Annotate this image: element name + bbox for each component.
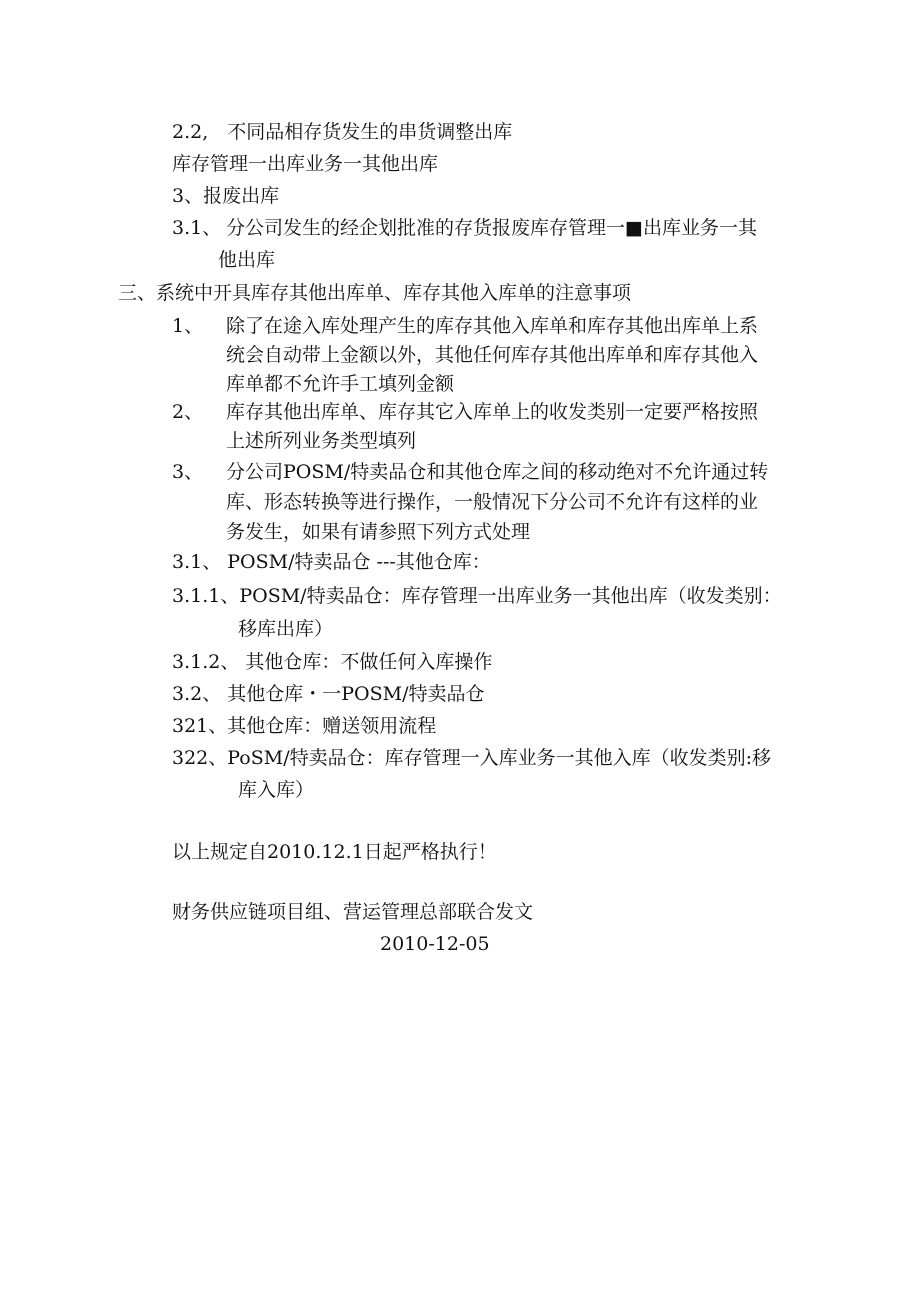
item-3-1-text-cont: 他出库	[218, 249, 276, 271]
note-2-line-2: 上述所列业务类型填列	[226, 430, 417, 452]
issue-date: 2010-12-05	[380, 933, 490, 955]
effective-notice: 以上规定自2010.12.1日起严格执行！	[172, 841, 497, 863]
item-3-heading: 3、报废出库	[172, 185, 280, 207]
issuer: 财务供应链项目组、营运管理总部联合发文	[172, 901, 534, 923]
note-1-line-3: 库单都不允许手工填列金额	[226, 373, 455, 395]
note-3-line-1: 分公司POSM/特卖品仓和其他仓库之间的移动绝对不允许通过转	[226, 461, 769, 483]
case-3-2-2-cont: 库入库）	[238, 779, 315, 801]
note-1-line-2: 统会自动带上金额以外，其他任何库存其他出库单和库存其他入	[226, 344, 759, 366]
note-1-number: 1、	[172, 315, 204, 337]
item-3-1-text: 分公司发生的经企划批准的存货报废库存管理一■出库业务一其	[226, 217, 757, 239]
case-3-1-2: 3.1.2、 其他仓库：不做任何入库操作	[172, 651, 493, 673]
note-3-line-3: 务发生，如果有请参照下列方式处理	[226, 521, 531, 543]
case-3-2: 3.2、 其他仓库・一POSM/特卖品仓	[172, 683, 485, 705]
case-3-1: 3.1、 POSM/特卖品仓 ---其他仓库：	[172, 551, 491, 573]
case-3-2-2: 322、PoSM/特卖品仓：库存管理一入库业务一其他入库（收发类别:移	[172, 747, 771, 769]
section-3-heading: 三、系统中开具库存其他出库单、库存其他入库单的注意事项	[118, 282, 632, 304]
note-1-line-1: 除了在途入库处理产生的库存其他入库单和库存其他出库单上系	[226, 315, 759, 337]
item-3-1-number: 3.1、	[172, 217, 222, 239]
note-3-number: 3、	[172, 461, 204, 483]
note-2-line-1: 库存其他出库单、库存其它入库单上的收发类别一定要严格按照	[226, 401, 759, 423]
note-3-line-2: 库、形态转换等进行操作，一般情况下分公司不允许有这样的业	[226, 491, 759, 513]
case-3-1-1-cont: 移库出库）	[238, 618, 334, 640]
item-2-2: 2.2, 不同品相存货发生的串货调整出库	[172, 121, 513, 143]
item-2-2-path: 库存管理一出库业务一其他出库	[172, 153, 439, 175]
case-3-2-1: 321、其他仓库：赠送领用流程	[172, 715, 437, 737]
case-3-1-1: 3.1.1、POSM/特卖品仓：库存管理一出库业务一其他出库（收发类别：	[172, 585, 782, 607]
note-2-number: 2、	[172, 401, 204, 423]
